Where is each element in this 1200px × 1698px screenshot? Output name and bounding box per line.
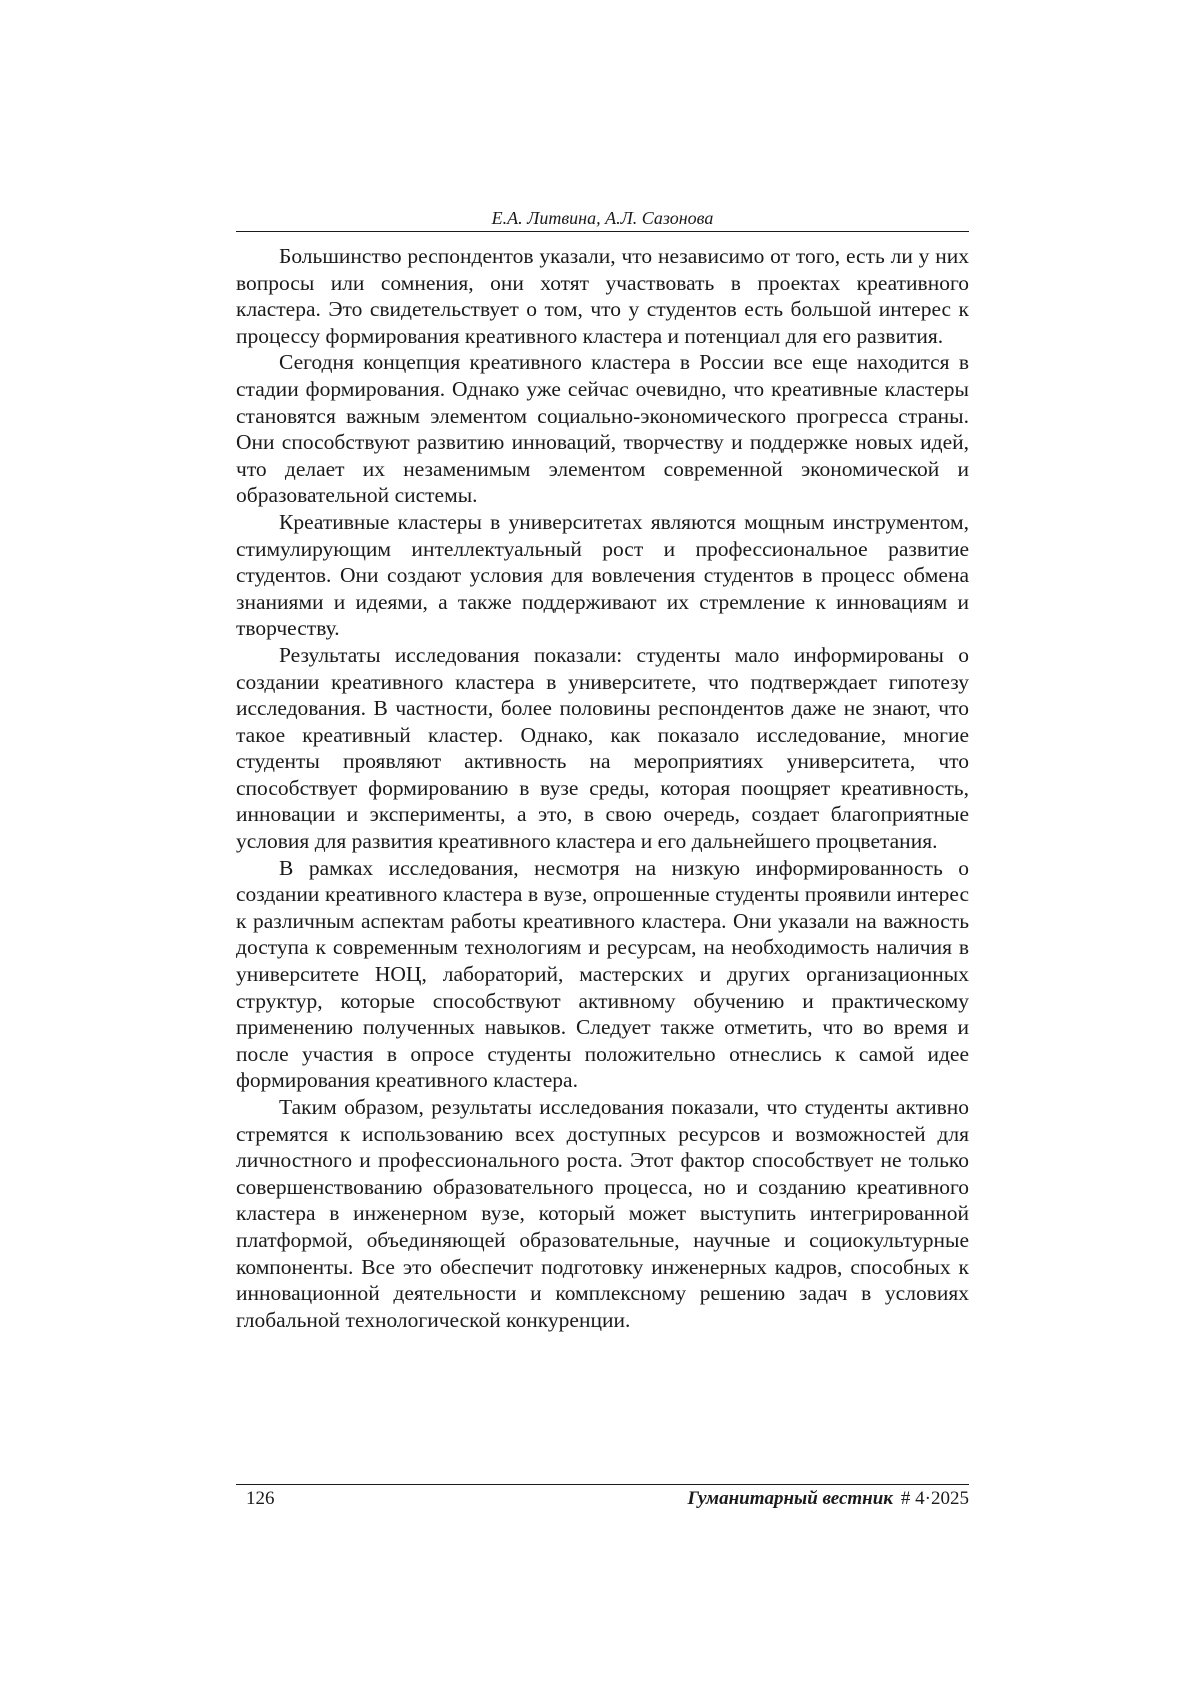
paragraph-5: В рамках исследования, несмотря на низкую информированность о создании креативного кластера в вузе, опрошенные студенты проявили интерес к различным аспектам работы креативного кластера. Они указали на важность доступа к современным технологиям и ресурсам, на необходимость наличия в университете НОЦ, лабораторий, мастерских и других организационных структур, которые способствуют активному обучению и практическому применению полученных навыков. Следует также отметить, что во время и после участия в опросе студенты положительно отнеслись к самой идее формирования креативного кластера. bbox=[236, 855, 969, 1093]
paragraph-3: Креативные кластеры в университетах являются мощным инструментом, стимулирующим интеллектуальный рост и профессиональное развитие студентов. Они создают условия для вовлечения студентов в процесс обмена знаниями и идеями, а также поддерживают их стремление к инновациям и творчеству. bbox=[236, 509, 969, 641]
paragraph-1: Большинство респондентов указали, что независимо от того, есть ли у них вопросы или сомнения, они хотят участвовать в проектах креативного кластера. Это свидетельствует о том, что у студентов есть большой интерес к процессу формирования креативного кластера и потенциал для его развития. bbox=[236, 244, 969, 348]
journal-info bbox=[687, 1487, 969, 1511]
issue-number: # 4·2025 bbox=[900, 1488, 969, 1509]
page-number: 126 bbox=[246, 1488, 275, 1509]
paragraph-4: Результаты исследования показали: студенты мало информированы о создании креативного кластера в университете, что подтверждает гипотезу исследования. В частности, более половины респондентов даже не знают, что такое креативный кластер. Однако, как показало исследование, многие студенты проявляют активность на мероприятиях университета, что способствует формированию в вузе среды, которая поощряет креативность, инновации и эксперименты, а это, в свою очередь, создает благоприятные условия для развития креативного кластера и его дальнейшего процветания. bbox=[236, 642, 969, 854]
paragraph-2: Сегодня концепция креативного кластера в России все еще находится в стадии формирования. Однако уже сейчас очевидно, что креативные кластеры становятся важным элементом социально-экономического прогресса страны. Они способствуют развитию инноваций, творчеству и поддержке новых идей, что делает их незаменимым элементом современной экономической и образовательной системы. bbox=[236, 350, 969, 508]
paragraph-6: Таким образом, результаты исследования показали, что студенты активно стремятся к использованию всех доступных ресурсов и возможностей для личностного и профессионального роста. Этот фактор способствует не только совершенствованию образовательного процесса, но и созданию креативного кластера в инженерном вузе, который может выступить интегрированной платформой, объединяющей образовательные, научные и социокультурные компоненты. Все это обеспечит подготовку инженерных кадров, способных к инновационной деятельности и комплексному решению задач в условиях глобальной технологической конкуренции. bbox=[236, 1095, 969, 1332]
journal-name: Гуманитарный вестник bbox=[687, 1488, 893, 1509]
body-text bbox=[236, 243, 969, 1333]
running-header-authors: Е.А. Литвина, А.Л. Сазонова bbox=[491, 208, 714, 228]
footer-rule bbox=[236, 1484, 969, 1485]
header-rule bbox=[236, 231, 969, 232]
document-page bbox=[236, 0, 969, 1698]
